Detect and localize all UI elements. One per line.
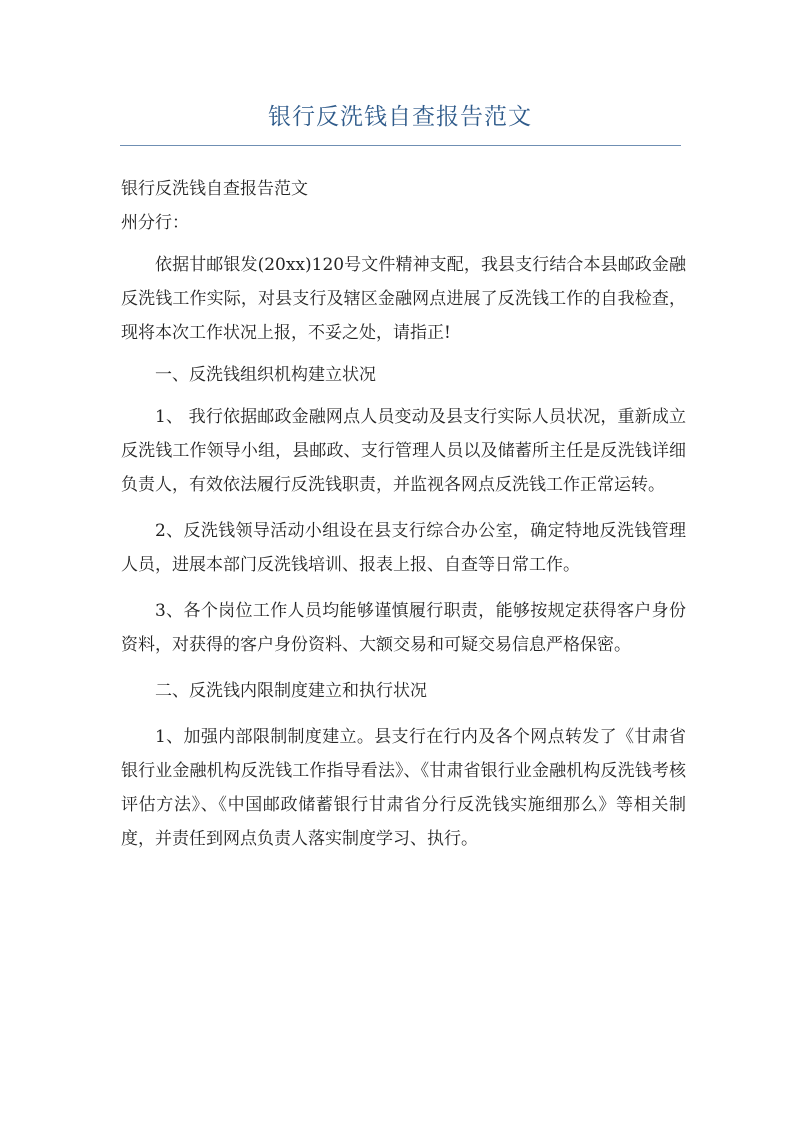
paragraph-item-1-3: 3、各个岗位工作人员均能够谨慎履行职责，能够按规定获得客户身份资料，对获得的客户身份资料、大额交易和可疑交易信息严格保密。 [121, 601, 686, 655]
paragraph-item-2-1: 1、加强内部限制制度建立。县支行在行内及各个网点转发了《甘肃省银行业金融机构反洗钱工作指导看法》、《甘肃省银行业金融机构反洗钱考核评估方法》、《中国邮政储蓄银行甘肃省分行反洗钱实施细那么》等相关制度，并责任到网点负责人落实制度学习、执行。 [121, 727, 686, 849]
paragraph-item-1-2: 2、反洗钱领导活动小组设在县支行综合办公室，确定特地反洗钱管理人员，进展本部门反洗钱培训、报表上报、自查等日常工作。 [121, 521, 686, 575]
section-heading-1: 一、反洗钱组织机构建立状况 [155, 365, 376, 385]
intro-paragraph: 依据甘邮银发(20xx)120号文件精神支配，我县支行结合本县邮政金融反洗钱工作实际，对县支行及辖区金融网点进展了反洗钱工作的自我检查，现将本次工作状况上报，不妥之处，请指正! [121, 255, 686, 343]
salutation: 州分行： [121, 213, 189, 233]
paragraph-item-1-1: 1、 我行依据邮政金融网点人员变动及县支行实际人员状况，重新成立反洗钱工作领导小组，县邮政、支行管理人员以及储蓄所主任是反洗钱详细负责人，有效依法履行反洗钱职责，并监视各网点反洗钱工作正常运转。 [121, 407, 686, 495]
body-heading: 银行反洗钱自查报告范文 [121, 179, 308, 199]
document-body [121, 172, 686, 856]
title-divider [120, 145, 681, 146]
document-title: 银行反洗钱自查报告范文 [268, 104, 532, 130]
section-heading-2: 二、反洗钱内限制度建立和执行状况 [155, 681, 427, 701]
